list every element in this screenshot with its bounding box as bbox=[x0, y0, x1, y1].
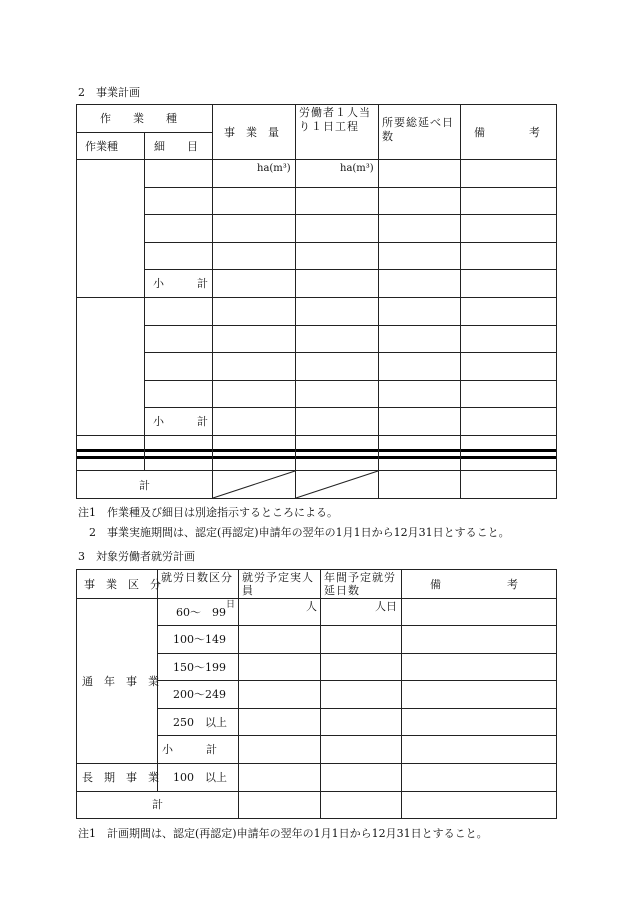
total-label: 計 bbox=[139, 479, 150, 492]
total-label-3: 計 bbox=[152, 798, 163, 811]
header-quantity: 事 業 量 bbox=[224, 126, 279, 139]
header-total-days: 所要総延べ日数 bbox=[382, 116, 454, 143]
unit-person-days: 人日 bbox=[375, 600, 397, 613]
range-2: 100～149 bbox=[173, 633, 226, 646]
subtotal-label-1: 小 計 bbox=[153, 277, 208, 290]
unit-days: 日 bbox=[226, 600, 236, 610]
header-days-range: 就労日数区分 bbox=[161, 571, 233, 584]
range-1: 60～ 99 bbox=[176, 606, 226, 619]
section3-note-1: 注1 計画期間は、認定(再認定)申請年の翌年の1月1日から12月31日とすること。 bbox=[78, 827, 488, 840]
subtotal-label-3: 小 計 bbox=[162, 743, 217, 756]
header-planned-workers: 就労予定実人員 bbox=[242, 571, 314, 597]
header-annual-days: 年間予定就労延日数 bbox=[324, 571, 396, 597]
range-4: 200～249 bbox=[173, 688, 226, 701]
header-work-type: 作業種 bbox=[85, 140, 118, 153]
long-term-range: 100 以上 bbox=[173, 771, 227, 784]
unit-per-worker: ha(m³) bbox=[340, 163, 374, 174]
section2-note-2: 2 事業実施期間は、認定(再認定)申請年の翌年の1月1日から12月31日とすること。 bbox=[78, 526, 510, 539]
long-term-label: 長 期 事 業 bbox=[82, 771, 159, 784]
unit-people: 人 bbox=[306, 600, 317, 613]
header-category: 事 業 区 分 bbox=[84, 578, 161, 591]
header-per-worker: 労働者１人当り１日工程 bbox=[299, 106, 371, 133]
header-remarks: 備 考 bbox=[474, 126, 540, 139]
unit-quantity: ha(m³) bbox=[257, 163, 291, 174]
section3-title: 3 対象労働者就労計画 bbox=[78, 550, 195, 563]
section2-note-1: 注1 作業種及び細目は別途指示するところによる。 bbox=[78, 506, 338, 519]
header-work-type-group: 作 業 種 bbox=[100, 112, 177, 125]
header-remarks-3: 備 考 bbox=[430, 578, 518, 591]
section2-title: 2 事業計画 bbox=[78, 86, 140, 99]
range-3: 150～199 bbox=[173, 661, 226, 674]
range-5: 250 以上 bbox=[173, 716, 227, 729]
header-detail: 細 目 bbox=[154, 140, 198, 153]
year-round-label: 通 年 事 業 bbox=[82, 675, 159, 688]
subtotal-label-2: 小 計 bbox=[153, 415, 208, 428]
